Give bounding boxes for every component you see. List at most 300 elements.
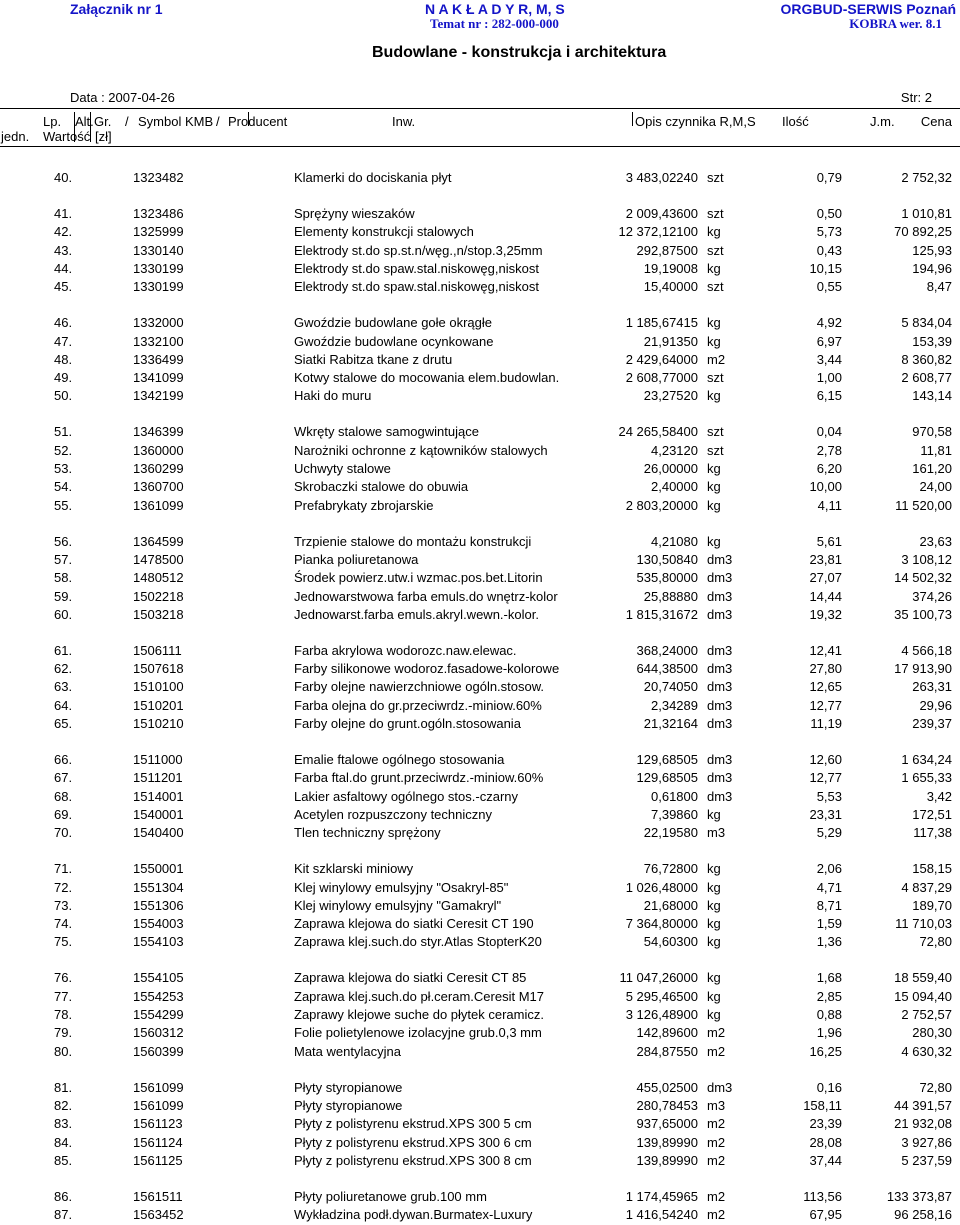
material-name: Folie polietylenowe izolacyjne grub.0,3 mm xyxy=(294,1025,542,1041)
col-alt: Alt. xyxy=(75,114,94,129)
kmb-symbol: 1511000 xyxy=(133,752,183,767)
kmb-symbol: 1336499 xyxy=(133,351,184,367)
unit: kg xyxy=(707,315,721,331)
unit-price: 0,16 xyxy=(816,1079,842,1095)
quantity: 2 608,77000 xyxy=(625,370,698,386)
quantity: 25,88880 xyxy=(643,588,698,604)
unit-price: 67,95 xyxy=(809,1207,842,1223)
row-number: 50. xyxy=(54,388,73,404)
material-name: Wykładzina podł.dywan.Burmatex-Luxury xyxy=(294,1207,533,1223)
kmb-symbol: 1360299 xyxy=(133,461,184,476)
kmb-symbol: 1554299 xyxy=(133,1007,184,1022)
topic-number: Temat nr : 282-000-000 xyxy=(430,16,559,31)
unit: kg xyxy=(707,879,721,895)
table-row xyxy=(0,388,960,406)
unit-price: 4,11 xyxy=(817,497,842,513)
value: 239,37 xyxy=(912,716,952,731)
unit: szt xyxy=(707,206,724,221)
value: 374,26 xyxy=(912,588,952,604)
material-name: Mata wentylacyjna xyxy=(294,1043,401,1059)
material-name: Elementy konstrukcji stalowych xyxy=(294,224,474,240)
quantity: 535,80000 xyxy=(636,570,698,586)
kmb-symbol: 1550001 xyxy=(133,861,184,877)
kmb-symbol: 1478500 xyxy=(133,551,184,567)
kmb-symbol: 1540400 xyxy=(133,825,184,841)
header-bottom-rule xyxy=(0,146,960,147)
value: 70 892,25 xyxy=(894,224,952,240)
unit-price: 23,31 xyxy=(809,806,842,822)
material-name: Acetylen rozpuszczony techniczny xyxy=(294,806,492,822)
value: 194,96 xyxy=(912,260,952,276)
quantity: 5 295,46500 xyxy=(625,988,698,1004)
unit: szt xyxy=(707,242,724,258)
table-row xyxy=(0,607,960,625)
value: 15 094,40 xyxy=(894,988,952,1004)
quantity: 54,60300 xyxy=(643,934,698,950)
material-name: Płyty poliuretanowe grub.100 mm xyxy=(294,1188,487,1204)
row-number: 67. xyxy=(54,770,73,786)
table-row xyxy=(0,334,960,352)
kmb-symbol: 1561123 xyxy=(133,1116,183,1132)
table-row xyxy=(0,1007,960,1025)
quantity: 129,68505 xyxy=(636,770,698,786)
material-name: Zaprawy klejowe suche do płytek ceramicz. xyxy=(294,1007,544,1022)
value: 35 100,73 xyxy=(894,606,952,622)
row-number: 46. xyxy=(54,315,73,331)
unit: szt xyxy=(707,370,724,386)
unit-price: 28,08 xyxy=(809,1134,842,1150)
unit: m3 xyxy=(707,825,726,841)
material-name: Lakier asfaltowy ogólnego stos.-czarny xyxy=(294,788,519,804)
col-symbol-kmb: Symbol KMB xyxy=(138,114,214,129)
table-row xyxy=(0,461,960,479)
quantity: 4,23120 xyxy=(651,442,698,458)
quantity: 368,24000 xyxy=(636,642,698,658)
attachment-label: Załącznik nr 1 xyxy=(70,1,163,17)
company-name: ORGBUD-SERWIS Poznań xyxy=(780,1,956,17)
quantity: 292,87500 xyxy=(636,242,698,258)
col-lp: Lp. xyxy=(43,114,62,129)
material-name: Zaprawa klej.such.do styr.Atlas StopterK20 xyxy=(294,934,542,950)
table-row xyxy=(0,170,960,188)
unit-price: 3,44 xyxy=(816,351,842,367)
unit: dm3 xyxy=(707,642,733,658)
kmb-symbol: 1330199 xyxy=(133,279,184,295)
row-number: 65. xyxy=(54,716,73,731)
kmb-symbol: 1360000 xyxy=(133,442,184,458)
unit-price: 113,56 xyxy=(803,1188,842,1204)
row-number: 43. xyxy=(54,242,73,258)
quantity: 3 483,02240 xyxy=(625,170,698,185)
unit-price: 1,96 xyxy=(816,1025,842,1041)
quantity: 23,27520 xyxy=(643,388,698,404)
quantity: 3 126,48900 xyxy=(625,1007,698,1022)
row-number: 84. xyxy=(54,1134,73,1150)
unit-price: 27,80 xyxy=(809,661,842,677)
unit: kg xyxy=(707,970,721,986)
table-row xyxy=(0,643,960,661)
table-row xyxy=(0,224,960,242)
kmb-symbol: 1561124 xyxy=(133,1134,183,1150)
unit-price: 5,53 xyxy=(816,788,842,804)
unit-price: 1,00 xyxy=(816,370,842,386)
unit: szt xyxy=(707,170,724,185)
unit-price: 2,78 xyxy=(816,442,842,458)
quantity: 130,50840 xyxy=(636,551,698,567)
value: 5 834,04 xyxy=(901,315,952,331)
table-row xyxy=(0,698,960,716)
material-name: Elektrody st.do spaw.stal.niskowęg,niskost xyxy=(294,260,539,276)
kmb-symbol: 1346399 xyxy=(133,424,184,440)
unit: dm3 xyxy=(707,752,733,767)
value: 18 559,40 xyxy=(894,970,952,986)
material-name: Elektrody st.do spaw.stal.niskowęg,niskost xyxy=(294,279,539,295)
unit: kg xyxy=(707,806,721,822)
material-name: Płyty z polistyrenu ekstrud.XPS 300 8 cm xyxy=(294,1152,532,1168)
kmb-symbol: 1511201 xyxy=(133,770,183,786)
material-name: Zaprawa klejowa do siatki Ceresit CT 85 xyxy=(294,970,527,986)
material-name: Trzpienie stalowe do montażu konstrukcji xyxy=(294,533,532,549)
unit-price: 2,85 xyxy=(816,988,842,1004)
row-number: 59. xyxy=(54,588,73,604)
kmb-symbol: 1561099 xyxy=(133,1079,184,1095)
table-row xyxy=(0,916,960,934)
col-sep: / xyxy=(125,114,129,129)
unit: kg xyxy=(707,497,721,513)
unit: dm3 xyxy=(707,551,733,567)
row-number: 51. xyxy=(54,424,73,440)
kmb-symbol: 1551304 xyxy=(133,879,184,895)
material-name: Jednowarstwowa farba emuls.do wnętrz-kolor xyxy=(294,588,558,604)
table-row xyxy=(0,1189,960,1207)
unit: dm3 xyxy=(707,570,733,586)
quantity: 455,02500 xyxy=(636,1079,698,1095)
material-name: Kotwy stalowe do mocowania elem.budowlan. xyxy=(294,370,560,386)
unit: dm3 xyxy=(707,770,733,786)
value: 44 391,57 xyxy=(894,1097,952,1113)
unit: szt xyxy=(707,424,724,440)
material-name: Sprężyny wieszaków xyxy=(294,206,415,221)
unit-price: 5,73 xyxy=(816,224,842,240)
kmb-symbol: 1325999 xyxy=(133,224,184,240)
quantity: 139,89990 xyxy=(636,1134,698,1150)
kmb-symbol: 1342199 xyxy=(133,388,184,404)
value: 1 010,81 xyxy=(901,206,952,221)
document-date: Data : 2007-04-26 xyxy=(70,90,175,105)
row-number: 80. xyxy=(54,1043,73,1059)
table-row xyxy=(0,1153,960,1171)
kmb-symbol: 1507618 xyxy=(133,661,184,677)
kmb-symbol: 1551306 xyxy=(133,897,184,913)
quantity: 937,65000 xyxy=(636,1116,698,1132)
quantity: 2 009,43600 xyxy=(625,206,698,221)
material-name: Farby olejne do grunt.ogóln.stosowania xyxy=(294,716,521,731)
unit-price: 158,11 xyxy=(803,1097,842,1113)
quantity: 142,89600 xyxy=(636,1025,698,1041)
quantity: 24 265,58400 xyxy=(618,424,698,440)
unit: dm3 xyxy=(707,588,733,604)
value: 1 655,33 xyxy=(901,770,952,786)
material-name: Kit szklarski miniowy xyxy=(294,861,414,877)
unit: dm3 xyxy=(707,788,733,804)
row-number: 48. xyxy=(54,351,73,367)
table-row xyxy=(0,1025,960,1043)
material-name: Płyty styropianowe xyxy=(294,1097,403,1113)
value: 72,80 xyxy=(919,1079,952,1095)
col-value: Wartość xyxy=(43,129,91,144)
material-name: Uchwyty stalowe xyxy=(294,461,391,476)
unit-price: 12,77 xyxy=(809,770,842,786)
row-number: 58. xyxy=(54,570,73,586)
value: 280,30 xyxy=(912,1025,952,1041)
unit-price: 6,20 xyxy=(816,461,842,476)
table-row xyxy=(0,370,960,388)
row-number: 52. xyxy=(54,442,73,458)
unit-price: 0,79 xyxy=(816,170,842,185)
table-row xyxy=(0,752,960,770)
row-number: 75. xyxy=(54,934,73,950)
value: 2 752,32 xyxy=(901,170,952,185)
col-currency: [zł] xyxy=(95,129,112,144)
quantity: 11 047,26000 xyxy=(619,970,698,986)
col-unit: J.m. xyxy=(870,114,895,129)
material-name: Elektrody st.do sp.st.n/węg.,n/stop.3,25mm xyxy=(294,242,543,258)
unit: kg xyxy=(707,988,721,1004)
kmb-symbol: 1332000 xyxy=(133,315,184,331)
value: 5 237,59 xyxy=(901,1152,952,1168)
unit-price: 2,06 xyxy=(816,861,842,877)
col-inw: Inw. xyxy=(392,114,416,129)
unit-price: 16,25 xyxy=(809,1043,842,1059)
unit-price: 0,55 xyxy=(816,279,842,295)
row-number: 82. xyxy=(54,1097,73,1113)
unit-price: 10,00 xyxy=(809,479,842,495)
value: 11 710,03 xyxy=(895,916,952,932)
table-row xyxy=(0,989,960,1007)
value: 96 258,16 xyxy=(894,1207,952,1223)
material-name: Farba olejna do gr.przeciwrdz.-miniow.60% xyxy=(294,697,542,713)
unit-price: 37,44 xyxy=(809,1152,842,1168)
unit: m3 xyxy=(707,1097,726,1113)
unit: kg xyxy=(707,479,721,495)
quantity: 7,39860 xyxy=(651,806,698,822)
value: 1 634,24 xyxy=(901,752,952,767)
kmb-symbol: 1540001 xyxy=(133,806,184,822)
unit-price: 1,59 xyxy=(816,916,842,932)
table-row xyxy=(0,534,960,552)
row-number: 87. xyxy=(54,1207,73,1223)
quantity: 19,19008 xyxy=(643,260,698,276)
material-name: Gwoździe budowlane gołe okrągłe xyxy=(294,315,493,331)
unit-price: 0,43 xyxy=(816,242,842,258)
kmb-symbol: 1561125 xyxy=(133,1152,183,1168)
col-unit-price: jedn. xyxy=(1,129,30,144)
unit: dm3 xyxy=(707,606,733,622)
unit: m2 xyxy=(707,1134,726,1150)
quantity: 21,32164 xyxy=(643,716,698,731)
value: 8,47 xyxy=(926,279,952,295)
quantity: 280,78453 xyxy=(636,1097,698,1113)
value: 172,51 xyxy=(912,806,952,822)
table-row xyxy=(0,880,960,898)
table-row xyxy=(0,279,960,297)
unit: m2 xyxy=(707,1188,726,1204)
table-row xyxy=(0,770,960,788)
unit: m2 xyxy=(707,1025,726,1041)
table-row xyxy=(0,825,960,843)
row-number: 53. xyxy=(54,461,73,476)
row-number: 74. xyxy=(54,916,73,932)
quantity: 15,40000 xyxy=(643,279,698,295)
unit: kg xyxy=(707,260,721,276)
unit: szt xyxy=(707,442,724,458)
header-divider xyxy=(632,112,633,126)
unit: szt xyxy=(707,279,724,295)
unit-price: 4,92 xyxy=(816,315,842,331)
material-name: Emalie ftalowe ogólnego stosowania xyxy=(294,752,505,767)
value: 3 108,12 xyxy=(901,551,952,567)
value: 17 913,90 xyxy=(894,661,952,677)
row-number: 64. xyxy=(54,697,73,713)
material-name: Płyty styropianowe xyxy=(294,1079,403,1095)
page-number: Str: 2 xyxy=(900,90,932,105)
value: 11 520,00 xyxy=(895,497,952,513)
value: 189,70 xyxy=(912,897,952,913)
unit: dm3 xyxy=(707,679,733,695)
value: 4 566,18 xyxy=(901,642,952,658)
table-row xyxy=(0,716,960,734)
col-description: Opis czynnika R,M,S xyxy=(635,114,756,129)
material-name: Farby olejne nawierzchniowe ogóln.stosow. xyxy=(294,679,545,695)
material-name: Tlen techniczny sprężony xyxy=(294,825,441,841)
quantity: 2 803,20000 xyxy=(625,497,698,513)
row-number: 81. xyxy=(54,1079,73,1095)
table-row xyxy=(0,807,960,825)
table-row xyxy=(0,552,960,570)
value: 4 630,32 xyxy=(901,1043,952,1059)
row-number: 83. xyxy=(54,1116,73,1132)
value: 970,58 xyxy=(912,424,952,440)
quantity: 1 185,67415 xyxy=(625,315,698,331)
kmb-symbol: 1506111 xyxy=(133,642,182,658)
material-name: Środek powierz.utw.i wzmac.pos.bet.Litorin xyxy=(294,570,543,586)
quantity: 21,91350 xyxy=(643,333,698,349)
row-number: 57. xyxy=(54,551,73,567)
value: 3 927,86 xyxy=(901,1134,952,1150)
value: 29,96 xyxy=(919,697,952,713)
unit-price: 11,19 xyxy=(810,716,842,731)
col-quantity: Ilość xyxy=(782,114,809,129)
material-name: Farba akrylowa wodorozc.naw.elewac. xyxy=(294,642,517,658)
unit-price: 12,77 xyxy=(809,697,842,713)
unit: kg xyxy=(707,224,721,240)
header-top-rule xyxy=(0,108,960,109)
material-name: Gwoździe budowlane ocynkowane xyxy=(294,333,494,349)
value: 117,38 xyxy=(913,825,952,841)
software-version: KOBRA wer. 8.1 xyxy=(849,16,942,31)
row-number: 47. xyxy=(54,333,73,349)
unit: kg xyxy=(707,934,721,950)
kmb-symbol: 1323486 xyxy=(133,206,184,221)
row-number: 76. xyxy=(54,970,73,986)
table-row xyxy=(0,1080,960,1098)
kmb-symbol: 1510210 xyxy=(133,716,184,731)
unit: kg xyxy=(707,897,721,913)
kmb-symbol: 1560399 xyxy=(133,1043,184,1059)
value: 133 373,87 xyxy=(886,1188,952,1204)
unit-price: 10,15 xyxy=(809,260,842,276)
unit-price: 5,61 xyxy=(816,533,842,549)
unit: kg xyxy=(707,333,721,349)
quantity: 20,74050 xyxy=(643,679,698,695)
row-number: 42. xyxy=(54,224,73,240)
quantity: 284,87550 xyxy=(636,1043,698,1059)
table-row xyxy=(0,1116,960,1134)
table-row xyxy=(0,589,960,607)
quantity: 2,40000 xyxy=(651,479,698,495)
quantity: 644,38500 xyxy=(636,661,698,677)
quantity: 22,19580 xyxy=(643,825,698,841)
material-name: Pianka poliuretanowa xyxy=(294,551,419,567)
material-name: Jednowarst.farba emuls.akryl.wewn.-kolor. xyxy=(294,606,539,622)
row-number: 49. xyxy=(54,370,73,386)
unit: kg xyxy=(707,461,721,476)
table-row xyxy=(0,1098,960,1116)
unit-price: 27,07 xyxy=(809,570,842,586)
table-row xyxy=(0,315,960,333)
table-row xyxy=(0,861,960,879)
material-name: Wkręty stalowe samogwintujące xyxy=(294,424,479,440)
unit: m2 xyxy=(707,1043,726,1059)
quantity: 7 364,80000 xyxy=(625,916,698,932)
material-name: Farba ftal.do grunt.przeciwrdz.-miniow.60% xyxy=(294,770,544,786)
unit: m2 xyxy=(707,351,726,367)
row-number: 71. xyxy=(54,861,73,877)
row-number: 45. xyxy=(54,279,73,295)
unit-price: 12,60 xyxy=(809,752,842,767)
quantity: 139,89990 xyxy=(636,1152,698,1168)
material-name: Prefabrykaty zbrojarskie xyxy=(294,497,434,513)
quantity: 4,21080 xyxy=(651,533,698,549)
row-number: 72. xyxy=(54,879,73,895)
unit-price: 0,04 xyxy=(816,424,842,440)
value: 2 752,57 xyxy=(901,1007,952,1022)
unit: dm3 xyxy=(707,697,733,713)
col-gr: Gr. xyxy=(94,114,112,129)
table-row xyxy=(0,970,960,988)
value: 3,42 xyxy=(926,788,952,804)
table-row xyxy=(0,570,960,588)
value: 8 360,82 xyxy=(901,351,952,367)
value: 14 502,32 xyxy=(894,570,952,586)
kmb-symbol: 1514001 xyxy=(133,788,184,804)
kmb-symbol: 1364599 xyxy=(133,533,184,549)
row-number: 61. xyxy=(54,642,73,658)
quantity: 1 416,54240 xyxy=(625,1207,698,1223)
material-name: Płyty z polistyrenu ekstrud.XPS 300 6 cm xyxy=(294,1134,532,1150)
material-name: Zaprawa klej.such.do pł.ceram.Ceresit M17 xyxy=(294,988,544,1004)
row-number: 40. xyxy=(54,170,73,185)
value: 23,63 xyxy=(919,533,952,549)
unit: m2 xyxy=(707,1207,726,1223)
unit: kg xyxy=(707,861,721,877)
unit-price: 0,88 xyxy=(816,1007,842,1022)
unit-price: 1,36 xyxy=(816,934,842,950)
kmb-symbol: 1360700 xyxy=(133,479,184,495)
quantity: 21,68000 xyxy=(643,897,698,913)
material-name: Klamerki do dociskania płyt xyxy=(294,170,452,185)
value: 153,39 xyxy=(912,333,952,349)
